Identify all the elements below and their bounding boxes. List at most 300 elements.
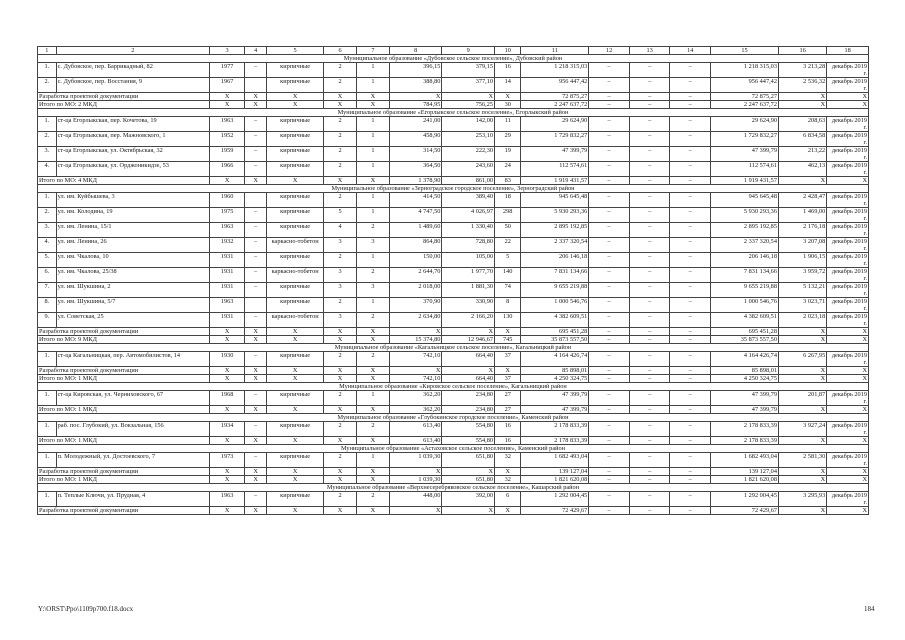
summary-regional-budget: – bbox=[629, 468, 670, 476]
cell-wall-material: кирпичные bbox=[267, 298, 324, 313]
summary-entrances: X bbox=[356, 367, 389, 375]
cell-total-cost: 1 729 832,27 bbox=[521, 132, 589, 147]
cell-residents: 22 bbox=[495, 238, 521, 253]
cell-regional-budget: – bbox=[629, 391, 670, 406]
cell-total-cost: 1 292 004,45 bbox=[521, 492, 589, 507]
cell-total-cost: 4 382 609,51 bbox=[521, 313, 589, 328]
summary-row bbox=[38, 328, 869, 336]
summary-local-budget: – bbox=[670, 177, 711, 185]
cell-residents: 298 bbox=[495, 208, 521, 223]
summary-wall-material: X bbox=[267, 507, 324, 515]
summary-label: Итого по МО: 1 МКД bbox=[38, 476, 210, 484]
cell-total-cost: 4 164 426,74 bbox=[521, 352, 589, 367]
cell-total-area: 241,00 bbox=[389, 117, 442, 132]
cell-owners-funds: 1 729 832,27 bbox=[711, 132, 779, 147]
municipality-title: Муниципальное образование «Дубовское сельское поселение», Дубовский район bbox=[38, 55, 869, 63]
cell-entrances: 1 bbox=[356, 117, 389, 132]
summary-fund-cost: – bbox=[589, 437, 630, 445]
summary-total-area: X bbox=[389, 367, 442, 375]
cell-living-area: 234,80 bbox=[442, 391, 495, 406]
cell-num: 2. bbox=[38, 78, 57, 93]
cell-living-area: 392,00 bbox=[442, 492, 495, 507]
summary-total-cost: 1 821 620,08 bbox=[521, 476, 589, 484]
cell-unit-cost: 6 267,95 bbox=[778, 352, 826, 367]
summary-entrances: X bbox=[356, 93, 389, 101]
cell-wall-material: кирпичные bbox=[267, 391, 324, 406]
cell-residents: 18 bbox=[495, 193, 521, 208]
summary-total-cost: 4 250 324,75 bbox=[521, 375, 589, 383]
summary-year: X bbox=[210, 328, 245, 336]
summary-living-area: X bbox=[442, 93, 495, 101]
cell-total-area: 2 644,70 bbox=[389, 268, 442, 283]
summary-owners-funds: 35 873 557,50 bbox=[711, 336, 779, 344]
cell-completion-date: декабрь 2019 г. bbox=[827, 117, 869, 132]
summary-label: Итого по МО: 9 МКД bbox=[38, 336, 210, 344]
summary-row bbox=[38, 101, 869, 109]
cell-owners-funds: 1 682 493,04 bbox=[711, 453, 779, 468]
summary-regional-budget: – bbox=[629, 93, 670, 101]
summary-owners-funds: 1 821 620,08 bbox=[711, 476, 779, 484]
cell-residents: 29 bbox=[495, 132, 521, 147]
summary-fund-cost: – bbox=[589, 101, 630, 109]
cell-year: 1967 bbox=[210, 78, 245, 93]
cell-total-area: 370,90 bbox=[389, 298, 442, 313]
summary-completion-date: X bbox=[827, 507, 869, 515]
summary-living-area: 664,40 bbox=[442, 375, 495, 383]
municipality-title: Муниципальное образование «Глубокинское городское поселение», Каменский район bbox=[38, 414, 869, 422]
municipality-title: Муниципальное образование «Астаховское сельское поселение», Каменский район bbox=[38, 445, 869, 453]
cell-total-cost: 945 645,48 bbox=[521, 193, 589, 208]
cell-unit-cost: 1 906,15 bbox=[778, 253, 826, 268]
cell-year: 1959 bbox=[210, 147, 245, 162]
summary-local-budget: – bbox=[670, 328, 711, 336]
cell-year-commission: – bbox=[245, 117, 267, 132]
summary-unit-cost: X bbox=[778, 468, 826, 476]
cell-year: 1931 bbox=[210, 253, 245, 268]
summary-year: X bbox=[210, 507, 245, 515]
summary-residents: 745 bbox=[495, 336, 521, 344]
cell-floors: 2 bbox=[324, 78, 357, 93]
cell-living-area: 377,10 bbox=[442, 78, 495, 93]
cell-floors: 3 bbox=[324, 283, 357, 298]
summary-residents: 37 bbox=[495, 375, 521, 383]
municipality-title: Муниципальное образование «Егорлыкское сельское поселение», Егорлыкский район bbox=[38, 109, 869, 117]
cell-unit-cost: 2 536,32 bbox=[778, 78, 826, 93]
summary-entrances: X bbox=[356, 507, 389, 515]
cell-year-commission: – bbox=[245, 253, 267, 268]
cell-owners-funds: 2 178 833,39 bbox=[711, 422, 779, 437]
cell-fund-cost: – bbox=[589, 253, 630, 268]
cell-owners-funds: 29 624,90 bbox=[711, 117, 779, 132]
cell-unit-cost: 6 834,58 bbox=[778, 132, 826, 147]
cell-year: 1960 bbox=[210, 193, 245, 208]
summary-total-area: 362,20 bbox=[389, 406, 442, 414]
summary-label: Разработка проектной документации bbox=[38, 507, 210, 515]
cell-year: 1931 bbox=[210, 268, 245, 283]
cell-regional-budget: – bbox=[629, 147, 670, 162]
repair-program-table bbox=[37, 46, 869, 515]
summary-row bbox=[38, 93, 869, 101]
summary-floors: X bbox=[324, 507, 357, 515]
summary-unit-cost: X bbox=[778, 476, 826, 484]
cell-local-budget: – bbox=[670, 193, 711, 208]
cell-year-commission: – bbox=[245, 208, 267, 223]
cell-regional-budget: – bbox=[629, 132, 670, 147]
cell-year: 1952 bbox=[210, 132, 245, 147]
cell-year-commission: – bbox=[245, 132, 267, 147]
summary-fund-cost: – bbox=[589, 375, 630, 383]
summary-label: Разработка проектной документации bbox=[38, 328, 210, 336]
cell-entrances: 1 bbox=[356, 132, 389, 147]
column-number-cell: 15 bbox=[711, 47, 779, 55]
cell-wall-material: кирпичные bbox=[267, 117, 324, 132]
cell-year: 1963 bbox=[210, 492, 245, 507]
column-number-cell: 18 bbox=[827, 47, 869, 55]
cell-total-area: 448,00 bbox=[389, 492, 442, 507]
summary-completion-date: X bbox=[827, 177, 869, 185]
summary-regional-budget: – bbox=[629, 336, 670, 344]
cell-address: ст-ца Кировская, ул. Черниховского, 67 bbox=[56, 391, 209, 406]
cell-entrances: 1 bbox=[356, 63, 389, 78]
column-number-cell: 10 bbox=[495, 47, 521, 55]
cell-wall-material: кирпичные bbox=[267, 492, 324, 507]
municipality-title: Муниципальное образование «Верхнесеребряковское сельское поселение», Кашарский район bbox=[38, 484, 869, 492]
cell-num: 2. bbox=[38, 132, 57, 147]
municipality-title: Муниципальное образование «Кагальницкое сельское поселение», Кагальницкий район bbox=[38, 344, 869, 352]
cell-num: 3. bbox=[38, 147, 57, 162]
cell-floors: 2 bbox=[324, 298, 357, 313]
column-number-cell: 5 bbox=[267, 47, 324, 55]
cell-residents: 74 bbox=[495, 283, 521, 298]
summary-living-area: 756,25 bbox=[442, 101, 495, 109]
cell-unit-cost: 2 428,47 bbox=[778, 193, 826, 208]
cell-num: 1. bbox=[38, 492, 57, 507]
summary-label: Итого по МО: 1 МКД bbox=[38, 375, 210, 383]
section-heading-row bbox=[38, 55, 869, 63]
column-number-cell: 14 bbox=[670, 47, 711, 55]
summary-living-area: X bbox=[442, 328, 495, 336]
cell-year: 1966 bbox=[210, 162, 245, 177]
table-row bbox=[38, 147, 869, 162]
cell-wall-material: кирпичные bbox=[267, 193, 324, 208]
summary-year-commission: X bbox=[245, 101, 267, 109]
section-heading-row bbox=[38, 414, 869, 422]
summary-wall-material: X bbox=[267, 93, 324, 101]
cell-completion-date: декабрь 2019 г. bbox=[827, 253, 869, 268]
summary-regional-budget: – bbox=[629, 375, 670, 383]
summary-year-commission: X bbox=[245, 93, 267, 101]
cell-completion-date: декабрь 2019 г. bbox=[827, 352, 869, 367]
column-number-cell: 11 bbox=[521, 47, 589, 55]
cell-floors: 5 bbox=[324, 208, 357, 223]
cell-total-area: 314,50 bbox=[389, 147, 442, 162]
summary-local-budget: – bbox=[670, 367, 711, 375]
cell-address: ул. им. Шукшина, 5/7 bbox=[56, 298, 209, 313]
summary-fund-cost: – bbox=[589, 406, 630, 414]
summary-year: X bbox=[210, 101, 245, 109]
cell-living-area: 2 166,20 bbox=[442, 313, 495, 328]
cell-floors: 2 bbox=[324, 253, 357, 268]
cell-owners-funds: 945 645,48 bbox=[711, 193, 779, 208]
summary-total-area: 784,95 bbox=[389, 101, 442, 109]
cell-local-budget: – bbox=[670, 422, 711, 437]
cell-living-area: 728,80 bbox=[442, 238, 495, 253]
cell-regional-budget: – bbox=[629, 208, 670, 223]
summary-year: X bbox=[210, 375, 245, 383]
cell-total-cost: 2 337 320,54 bbox=[521, 238, 589, 253]
cell-residents: 27 bbox=[495, 391, 521, 406]
cell-num: 1. bbox=[38, 391, 57, 406]
column-number-cell: 6 bbox=[324, 47, 357, 55]
cell-local-budget: – bbox=[670, 223, 711, 238]
cell-wall-material: кирпичные bbox=[267, 147, 324, 162]
summary-floors: X bbox=[324, 328, 357, 336]
cell-unit-cost: 213,22 bbox=[778, 147, 826, 162]
table-row bbox=[38, 162, 869, 177]
cell-residents: 16 bbox=[495, 422, 521, 437]
cell-residents: 11 bbox=[495, 117, 521, 132]
cell-unit-cost: 5 132,21 bbox=[778, 283, 826, 298]
cell-year-commission: – bbox=[245, 352, 267, 367]
summary-residents: X bbox=[495, 367, 521, 375]
cell-year: 1968 bbox=[210, 391, 245, 406]
summary-completion-date: X bbox=[827, 336, 869, 344]
cell-year-commission: – bbox=[245, 268, 267, 283]
summary-total-area: 15 374,80 bbox=[389, 336, 442, 344]
cell-owners-funds: 4 382 609,51 bbox=[711, 313, 779, 328]
cell-address: с. Дубовское, пер. Баррикадный, 82 bbox=[56, 63, 209, 78]
cell-living-area: 664,40 bbox=[442, 352, 495, 367]
cell-completion-date: декабрь 2019 г. bbox=[827, 492, 869, 507]
cell-year: 1931 bbox=[210, 313, 245, 328]
summary-total-cost: 47 399,79 bbox=[521, 406, 589, 414]
summary-fund-cost: – bbox=[589, 476, 630, 484]
column-number-cell: 8 bbox=[389, 47, 442, 55]
cell-regional-budget: – bbox=[629, 253, 670, 268]
table-row bbox=[38, 223, 869, 238]
summary-year: X bbox=[210, 367, 245, 375]
cell-residents: 8 bbox=[495, 298, 521, 313]
cell-fund-cost: – bbox=[589, 208, 630, 223]
section-heading-row bbox=[38, 344, 869, 352]
cell-fund-cost: – bbox=[589, 268, 630, 283]
summary-owners-funds: 72 429,67 bbox=[711, 507, 779, 515]
table-row bbox=[38, 492, 869, 507]
summary-year-commission: X bbox=[245, 367, 267, 375]
cell-entrances: 1 bbox=[356, 193, 389, 208]
summary-local-budget: – bbox=[670, 476, 711, 484]
section-heading-row bbox=[38, 383, 869, 391]
summary-total-cost: 35 873 557,50 bbox=[521, 336, 589, 344]
file-path-footer: Y:\ORST\Ppo\1109p700.f18.docx bbox=[38, 605, 134, 613]
table-row bbox=[38, 313, 869, 328]
cell-entrances: 2 bbox=[356, 352, 389, 367]
cell-unit-cost: 3 213,28 bbox=[778, 63, 826, 78]
cell-living-area: 4 026,97 bbox=[442, 208, 495, 223]
cell-entrances: 1 bbox=[356, 391, 389, 406]
summary-local-budget: – bbox=[670, 468, 711, 476]
cell-address: раб. пос. Глубокий, ул. Вокзальная, 156 bbox=[56, 422, 209, 437]
cell-address: ул. им. Шукшина, 2 bbox=[56, 283, 209, 298]
summary-residents: X bbox=[495, 507, 521, 515]
cell-wall-material: каркасно-тобетон bbox=[267, 268, 324, 283]
cell-local-budget: – bbox=[670, 492, 711, 507]
summary-entrances: X bbox=[356, 101, 389, 109]
summary-completion-date: X bbox=[827, 437, 869, 445]
municipality-title: Муниципальное образование «Кировское сельское поселение», Кагальницкий район bbox=[38, 383, 869, 391]
cell-num: 6. bbox=[38, 268, 57, 283]
summary-total-area: X bbox=[389, 468, 442, 476]
cell-total-cost: 2 178 833,39 bbox=[521, 422, 589, 437]
summary-local-budget: – bbox=[670, 375, 711, 383]
cell-owners-funds: 112 574,61 bbox=[711, 162, 779, 177]
cell-living-area: 651,80 bbox=[442, 453, 495, 468]
cell-entrances: 1 bbox=[356, 453, 389, 468]
cell-fund-cost: – bbox=[589, 78, 630, 93]
cell-regional-budget: – bbox=[629, 223, 670, 238]
cell-unit-cost: 3 207,08 bbox=[778, 238, 826, 253]
cell-wall-material: кирпичные bbox=[267, 283, 324, 298]
cell-total-cost: 2 895 192,85 bbox=[521, 223, 589, 238]
cell-entrances: 2 bbox=[356, 313, 389, 328]
cell-total-cost: 47 399,79 bbox=[521, 147, 589, 162]
summary-row bbox=[38, 507, 869, 515]
summary-floors: X bbox=[324, 468, 357, 476]
cell-unit-cost: 208,63 bbox=[778, 117, 826, 132]
summary-completion-date: X bbox=[827, 328, 869, 336]
cell-total-area: 388,80 bbox=[389, 78, 442, 93]
cell-unit-cost: 3 295,93 bbox=[778, 492, 826, 507]
cell-unit-cost: 462,13 bbox=[778, 162, 826, 177]
cell-total-area: 864,80 bbox=[389, 238, 442, 253]
summary-local-budget: – bbox=[670, 437, 711, 445]
summary-living-area: 234,80 bbox=[442, 406, 495, 414]
cell-entrances: 2 bbox=[356, 492, 389, 507]
cell-num: 9. bbox=[38, 313, 57, 328]
cell-owners-funds: 9 655 219,88 bbox=[711, 283, 779, 298]
cell-residents: 16 bbox=[495, 63, 521, 78]
summary-total-area: X bbox=[389, 507, 442, 515]
cell-fund-cost: – bbox=[589, 117, 630, 132]
cell-completion-date: декабрь 2019 г. bbox=[827, 162, 869, 177]
summary-year-commission: X bbox=[245, 468, 267, 476]
cell-year-commission bbox=[245, 78, 267, 93]
cell-year-commission: – bbox=[245, 283, 267, 298]
cell-unit-cost: 201,87 bbox=[778, 391, 826, 406]
summary-unit-cost: X bbox=[778, 101, 826, 109]
table-row bbox=[38, 391, 869, 406]
summary-total-area: 742,10 bbox=[389, 375, 442, 383]
cell-year: 1930 bbox=[210, 352, 245, 367]
cell-regional-budget: – bbox=[629, 78, 670, 93]
summary-row bbox=[38, 476, 869, 484]
cell-year: 1963 bbox=[210, 298, 245, 313]
cell-local-budget: – bbox=[670, 238, 711, 253]
summary-total-cost: 2 247 637,72 bbox=[521, 101, 589, 109]
cell-total-cost: 112 574,61 bbox=[521, 162, 589, 177]
cell-entrances: 1 bbox=[356, 162, 389, 177]
summary-residents: 27 bbox=[495, 406, 521, 414]
summary-owners-funds: 139 127,04 bbox=[711, 468, 779, 476]
cell-year-commission: – bbox=[245, 223, 267, 238]
cell-total-area: 2 018,00 bbox=[389, 283, 442, 298]
summary-row bbox=[38, 177, 869, 185]
cell-regional-budget: – bbox=[629, 238, 670, 253]
summary-unit-cost: X bbox=[778, 507, 826, 515]
summary-residents: X bbox=[495, 328, 521, 336]
cell-floors: 2 bbox=[324, 492, 357, 507]
summary-total-area: X bbox=[389, 328, 442, 336]
summary-residents: 32 bbox=[495, 476, 521, 484]
cell-address: ул. им. Ленина, 26 bbox=[56, 238, 209, 253]
summary-total-area: 1 378,90 bbox=[389, 177, 442, 185]
cell-wall-material: кирпичные bbox=[267, 422, 324, 437]
cell-owners-funds: 956 447,42 bbox=[711, 78, 779, 93]
summary-entrances: X bbox=[356, 177, 389, 185]
cell-local-budget: – bbox=[670, 78, 711, 93]
table-row bbox=[38, 283, 869, 298]
table-row bbox=[38, 78, 869, 93]
table-row bbox=[38, 298, 869, 313]
summary-total-cost: 695 451,28 bbox=[521, 328, 589, 336]
summary-residents: X bbox=[495, 468, 521, 476]
cell-year-commission bbox=[245, 298, 267, 313]
summary-year: X bbox=[210, 336, 245, 344]
cell-year: 1931 bbox=[210, 283, 245, 298]
column-number-cell: 2 bbox=[56, 47, 209, 55]
cell-address: ст-ца Егорлыкская, пер. Мажновского, 1 bbox=[56, 132, 209, 147]
cell-regional-budget: – bbox=[629, 453, 670, 468]
summary-residents: 16 bbox=[495, 437, 521, 445]
cell-total-area: 362,20 bbox=[389, 391, 442, 406]
cell-fund-cost: – bbox=[589, 162, 630, 177]
cell-entrances: 1 bbox=[356, 208, 389, 223]
cell-fund-cost: – bbox=[589, 391, 630, 406]
cell-regional-budget: – bbox=[629, 283, 670, 298]
cell-regional-budget: – bbox=[629, 298, 670, 313]
cell-wall-material: кирпичные bbox=[267, 132, 324, 147]
cell-regional-budget: – bbox=[629, 352, 670, 367]
cell-year-commission: – bbox=[245, 391, 267, 406]
cell-num: 7. bbox=[38, 283, 57, 298]
cell-total-area: 396,15 bbox=[389, 63, 442, 78]
summary-owners-funds: 85 898,01 bbox=[711, 367, 779, 375]
summary-year-commission: X bbox=[245, 336, 267, 344]
cell-owners-funds: 7 831 134,66 bbox=[711, 268, 779, 283]
cell-wall-material: кирпичные bbox=[267, 253, 324, 268]
cell-local-budget: – bbox=[670, 253, 711, 268]
summary-residents: 83 bbox=[495, 177, 521, 185]
summary-fund-cost: – bbox=[589, 468, 630, 476]
cell-entrances: 2 bbox=[356, 223, 389, 238]
summary-completion-date: X bbox=[827, 406, 869, 414]
cell-num: 5. bbox=[38, 253, 57, 268]
summary-wall-material: X bbox=[267, 437, 324, 445]
summary-floors: X bbox=[324, 476, 357, 484]
cell-address: п. Теплые Ключи, ул. Прудная, 4 bbox=[56, 492, 209, 507]
summary-regional-budget: – bbox=[629, 437, 670, 445]
cell-wall-material: кирпичные bbox=[267, 63, 324, 78]
summary-completion-date: X bbox=[827, 93, 869, 101]
cell-total-area: 742,10 bbox=[389, 352, 442, 367]
summary-completion-date: X bbox=[827, 476, 869, 484]
cell-total-area: 150,00 bbox=[389, 253, 442, 268]
section-heading-row bbox=[38, 484, 869, 492]
summary-total-cost: 72 429,67 bbox=[521, 507, 589, 515]
column-number-cell: 9 bbox=[442, 47, 495, 55]
summary-floors: X bbox=[324, 93, 357, 101]
cell-owners-funds: 1 000 546,76 bbox=[711, 298, 779, 313]
